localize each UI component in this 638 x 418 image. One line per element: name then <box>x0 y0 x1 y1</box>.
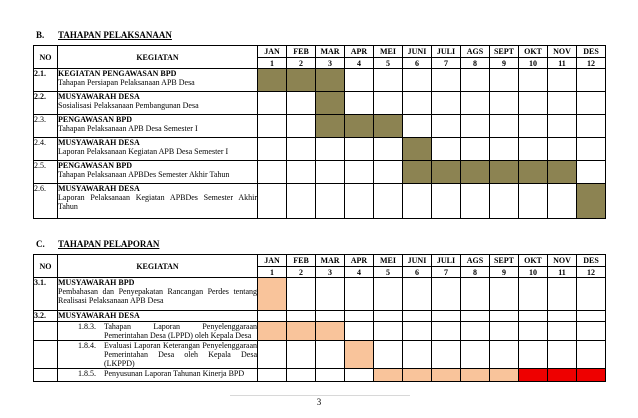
month-header: JUNI <box>403 46 432 58</box>
month-cell <box>345 369 374 382</box>
month-cell <box>403 184 432 219</box>
month-header: DES <box>577 46 606 58</box>
page-number: 3 <box>316 397 322 407</box>
month-cell <box>403 92 432 115</box>
activity-desc: Laporan Pelaksanaan Kegiatan APB Desa Semester I <box>58 147 229 156</box>
month-cell <box>519 92 548 115</box>
month-cell <box>577 322 606 341</box>
month-number: 1 <box>258 58 287 69</box>
no-header: NO <box>34 255 58 278</box>
month-cell <box>258 184 287 219</box>
header-row-months <box>34 46 606 58</box>
month-cell <box>519 138 548 161</box>
activity-title: MUSYAWARAH DESA <box>58 138 140 147</box>
month-cell <box>316 341 345 369</box>
month-header: JAN <box>258 46 287 58</box>
activity-cell <box>58 69 258 92</box>
month-cell <box>432 278 461 311</box>
month-cell <box>316 322 345 341</box>
month-number: 12 <box>577 267 606 278</box>
month-cell <box>287 311 316 322</box>
month-cell <box>548 369 577 382</box>
month-cell <box>519 115 548 138</box>
activity-title: MUSYAWARAH DESA <box>58 92 140 101</box>
month-cell <box>490 92 519 115</box>
month-number: 7 <box>432 58 461 69</box>
month-cell <box>345 322 374 341</box>
month-cell <box>432 138 461 161</box>
activity-cell <box>58 278 258 311</box>
month-cell <box>258 69 287 92</box>
month-cell <box>403 278 432 311</box>
activity-title: KEGIATAN PENGAWASAN BPD <box>58 69 177 78</box>
month-cell <box>548 322 577 341</box>
month-cell <box>577 311 606 322</box>
table-row <box>34 184 606 219</box>
month-cell <box>490 341 519 369</box>
month-cell <box>490 322 519 341</box>
pelaksanaan-table <box>33 45 606 219</box>
activity-title: PENGAWASAN BPD <box>58 115 133 124</box>
month-cell <box>374 115 403 138</box>
activity-cell <box>58 341 258 369</box>
month-cell <box>461 184 490 219</box>
month-header: MEI <box>374 46 403 58</box>
month-header: MAR <box>316 46 345 58</box>
month-cell <box>490 115 519 138</box>
month-number: 7 <box>432 267 461 278</box>
month-cell <box>461 278 490 311</box>
month-cell <box>519 278 548 311</box>
month-cell <box>577 369 606 382</box>
month-cell <box>548 69 577 92</box>
month-cell <box>345 115 374 138</box>
sub-item <box>58 341 257 368</box>
row-number: 3.1. <box>34 278 58 311</box>
month-cell <box>548 341 577 369</box>
sub-item-number: 1.8.3. <box>78 322 96 331</box>
month-cell <box>316 69 345 92</box>
month-cell <box>374 92 403 115</box>
month-cell <box>258 311 287 322</box>
month-cell <box>432 92 461 115</box>
month-header: OKT <box>519 255 548 267</box>
month-header: DES <box>577 255 606 267</box>
table-row <box>34 278 606 311</box>
activity-desc: Pembahasan dan Penyepakatan Rancangan Perdes tentang Realisasi Pelaksanaan APB Desa <box>58 287 257 305</box>
month-cell <box>490 184 519 219</box>
month-cell <box>345 69 374 92</box>
month-cell <box>432 341 461 369</box>
month-header: MAR <box>316 255 345 267</box>
activity-title: PENGAWASAN BPD <box>58 161 133 170</box>
activity-title: MUSYAWARAH DESA <box>58 311 140 320</box>
month-cell <box>258 322 287 341</box>
month-cell <box>461 69 490 92</box>
sub-item <box>58 369 257 378</box>
activity-desc: Laporan Pelaksanaan Kegiatan APBDes Semester Akhir Tahun <box>58 193 257 211</box>
activity-title: MUSYAWARAH DESA <box>58 184 140 193</box>
month-cell <box>345 341 374 369</box>
row-number: 3.2. <box>34 311 58 322</box>
month-cell <box>577 341 606 369</box>
month-cell <box>548 184 577 219</box>
month-cell <box>519 341 548 369</box>
month-number: 2 <box>287 58 316 69</box>
month-header: AGS <box>461 46 490 58</box>
month-cell <box>548 161 577 184</box>
activity-desc: Tahapan Pelaksanaan APB Desa Semester I <box>58 124 198 133</box>
row-number <box>34 322 58 341</box>
table-row <box>34 138 606 161</box>
activity-desc: Tahapan Pelaksanaan APBDes Semester Akhir Tahun <box>58 170 230 179</box>
month-cell <box>519 311 548 322</box>
month-cell <box>432 322 461 341</box>
month-cell <box>490 161 519 184</box>
month-cell <box>403 341 432 369</box>
month-number: 11 <box>548 58 577 69</box>
month-cell <box>374 184 403 219</box>
month-header: NOV <box>548 46 577 58</box>
section-b-number: B. <box>36 30 45 40</box>
month-cell <box>548 92 577 115</box>
section-c-title: TAHAPAN PELAPORAN <box>58 239 160 249</box>
month-cell <box>345 184 374 219</box>
month-number: 10 <box>519 267 548 278</box>
month-cell <box>577 138 606 161</box>
month-cell <box>345 311 374 322</box>
month-cell <box>287 322 316 341</box>
header-row-months <box>34 255 606 267</box>
month-cell <box>577 184 606 219</box>
month-cell <box>490 369 519 382</box>
section-c-heading <box>36 239 159 249</box>
month-number: 11 <box>548 267 577 278</box>
activity-cell <box>58 322 258 341</box>
row-number: 2.2. <box>34 92 58 115</box>
month-header: JULI <box>432 46 461 58</box>
month-cell <box>461 115 490 138</box>
month-cell <box>577 69 606 92</box>
month-cell <box>519 322 548 341</box>
month-cell <box>374 341 403 369</box>
activity-cell <box>58 311 258 322</box>
month-cell <box>548 278 577 311</box>
month-cell <box>403 115 432 138</box>
month-cell <box>287 115 316 138</box>
table-row <box>34 115 606 138</box>
row-number <box>34 369 58 382</box>
activity-cell <box>58 138 258 161</box>
no-header: NO <box>34 46 58 69</box>
row-number <box>34 341 58 369</box>
row-number: 2.6. <box>34 184 58 219</box>
pelaporan-table <box>33 254 606 382</box>
month-header: FEB <box>287 46 316 58</box>
month-number: 9 <box>490 267 519 278</box>
month-number: 10 <box>519 58 548 69</box>
month-cell <box>258 161 287 184</box>
month-number: 5 <box>374 58 403 69</box>
month-cell <box>287 278 316 311</box>
month-cell <box>432 115 461 138</box>
month-cell <box>258 341 287 369</box>
table-row <box>34 369 606 382</box>
month-cell <box>519 369 548 382</box>
activity-cell <box>58 369 258 382</box>
table-row <box>34 161 606 184</box>
month-number: 12 <box>577 58 606 69</box>
month-cell <box>316 161 345 184</box>
month-cell <box>316 278 345 311</box>
month-cell <box>258 138 287 161</box>
month-cell <box>577 161 606 184</box>
month-cell <box>461 322 490 341</box>
month-cell <box>490 69 519 92</box>
activity-header: KEGIATAN <box>58 255 258 278</box>
footer-divider <box>230 395 410 396</box>
month-cell <box>316 115 345 138</box>
month-header: JAN <box>258 255 287 267</box>
month-number: 4 <box>345 58 374 69</box>
month-cell <box>432 369 461 382</box>
activity-desc: Tahapan Persiapan Pelaksanaan APB Desa <box>58 78 195 87</box>
month-cell <box>490 138 519 161</box>
table-row <box>34 322 606 341</box>
month-cell <box>287 341 316 369</box>
month-cell <box>519 69 548 92</box>
month-cell <box>374 369 403 382</box>
month-cell <box>374 311 403 322</box>
row-number: 2.4. <box>34 138 58 161</box>
month-cell <box>258 369 287 382</box>
month-cell <box>345 92 374 115</box>
month-number: 4 <box>345 267 374 278</box>
sub-item-desc: Evaluasi Laporan Keterangan Penyelenggaraan Pemerintahan Desa oleh Kepala Desa (LKPPD) <box>104 341 257 368</box>
sub-item-number: 1.8.4. <box>78 341 96 350</box>
month-cell <box>287 369 316 382</box>
sub-item-desc: Penyusunan Laporan Tahunan Kinerja BPD <box>104 369 245 378</box>
table-row <box>34 92 606 115</box>
month-header: FEB <box>287 255 316 267</box>
month-cell <box>316 369 345 382</box>
month-header: SEPT <box>490 255 519 267</box>
sub-item-number: 1.8.5. <box>78 369 96 378</box>
month-cell <box>490 278 519 311</box>
month-cell <box>316 184 345 219</box>
month-header: MEI <box>374 255 403 267</box>
sub-item-desc: Tahapan Laporan Penyelenggaraan Pemerintahan Desa (LPPD) oleh Kepala Desa <box>104 322 257 340</box>
month-cell <box>577 115 606 138</box>
month-cell <box>258 92 287 115</box>
month-number: 3 <box>316 267 345 278</box>
month-cell <box>461 92 490 115</box>
month-number: 3 <box>316 58 345 69</box>
month-cell <box>432 69 461 92</box>
month-cell <box>548 311 577 322</box>
month-number: 8 <box>461 58 490 69</box>
month-header: OKT <box>519 46 548 58</box>
month-header: NOV <box>548 255 577 267</box>
activity-cell <box>58 161 258 184</box>
month-cell <box>519 161 548 184</box>
section-b-heading <box>36 30 172 40</box>
month-cell <box>403 138 432 161</box>
month-cell <box>461 161 490 184</box>
month-cell <box>403 369 432 382</box>
month-cell <box>316 92 345 115</box>
month-cell <box>432 161 461 184</box>
month-number: 8 <box>461 267 490 278</box>
month-number: 1 <box>258 267 287 278</box>
month-header: JUNI <box>403 255 432 267</box>
month-header: AGS <box>461 255 490 267</box>
month-cell <box>374 322 403 341</box>
month-cell <box>258 278 287 311</box>
month-cell <box>316 311 345 322</box>
section-b-title: TAHAPAN PELAKSANAAN <box>58 30 172 40</box>
activity-title: MUSYAWARAH BPD <box>58 278 135 287</box>
month-cell <box>345 138 374 161</box>
month-cell <box>287 184 316 219</box>
month-cell <box>316 138 345 161</box>
table-row <box>34 341 606 369</box>
month-cell <box>432 311 461 322</box>
month-cell <box>461 311 490 322</box>
month-header: APR <box>345 255 374 267</box>
month-cell <box>258 115 287 138</box>
month-header: SEPT <box>490 46 519 58</box>
month-cell <box>287 138 316 161</box>
month-number: 5 <box>374 267 403 278</box>
section-c-number: C. <box>36 239 45 249</box>
row-number: 2.1. <box>34 69 58 92</box>
sub-item <box>58 322 257 340</box>
month-cell <box>403 69 432 92</box>
row-number: 2.5. <box>34 161 58 184</box>
table-row <box>34 311 606 322</box>
month-cell <box>461 138 490 161</box>
activity-cell <box>58 92 258 115</box>
month-cell <box>519 184 548 219</box>
month-cell <box>403 161 432 184</box>
month-cell <box>345 278 374 311</box>
month-cell <box>287 69 316 92</box>
month-cell <box>577 92 606 115</box>
month-cell <box>374 161 403 184</box>
month-number: 9 <box>490 58 519 69</box>
activity-desc: Sosialisasi Pelaksanaan Pembangunan Desa <box>58 101 199 110</box>
month-number: 6 <box>403 58 432 69</box>
table-row <box>34 69 606 92</box>
month-header: APR <box>345 46 374 58</box>
row-number: 2.3. <box>34 115 58 138</box>
month-cell <box>577 278 606 311</box>
month-cell <box>403 311 432 322</box>
month-cell <box>548 138 577 161</box>
activity-cell <box>58 115 258 138</box>
activity-header: KEGIATAN <box>58 46 258 69</box>
activity-cell <box>58 184 258 219</box>
month-cell <box>287 92 316 115</box>
month-number: 6 <box>403 267 432 278</box>
month-cell <box>374 69 403 92</box>
month-cell <box>403 322 432 341</box>
month-number: 2 <box>287 267 316 278</box>
month-cell <box>461 341 490 369</box>
month-cell <box>345 161 374 184</box>
month-header: JULI <box>432 255 461 267</box>
month-cell <box>374 278 403 311</box>
month-cell <box>432 184 461 219</box>
month-cell <box>374 138 403 161</box>
month-cell <box>548 115 577 138</box>
month-cell <box>490 311 519 322</box>
month-cell <box>461 369 490 382</box>
month-cell <box>287 161 316 184</box>
